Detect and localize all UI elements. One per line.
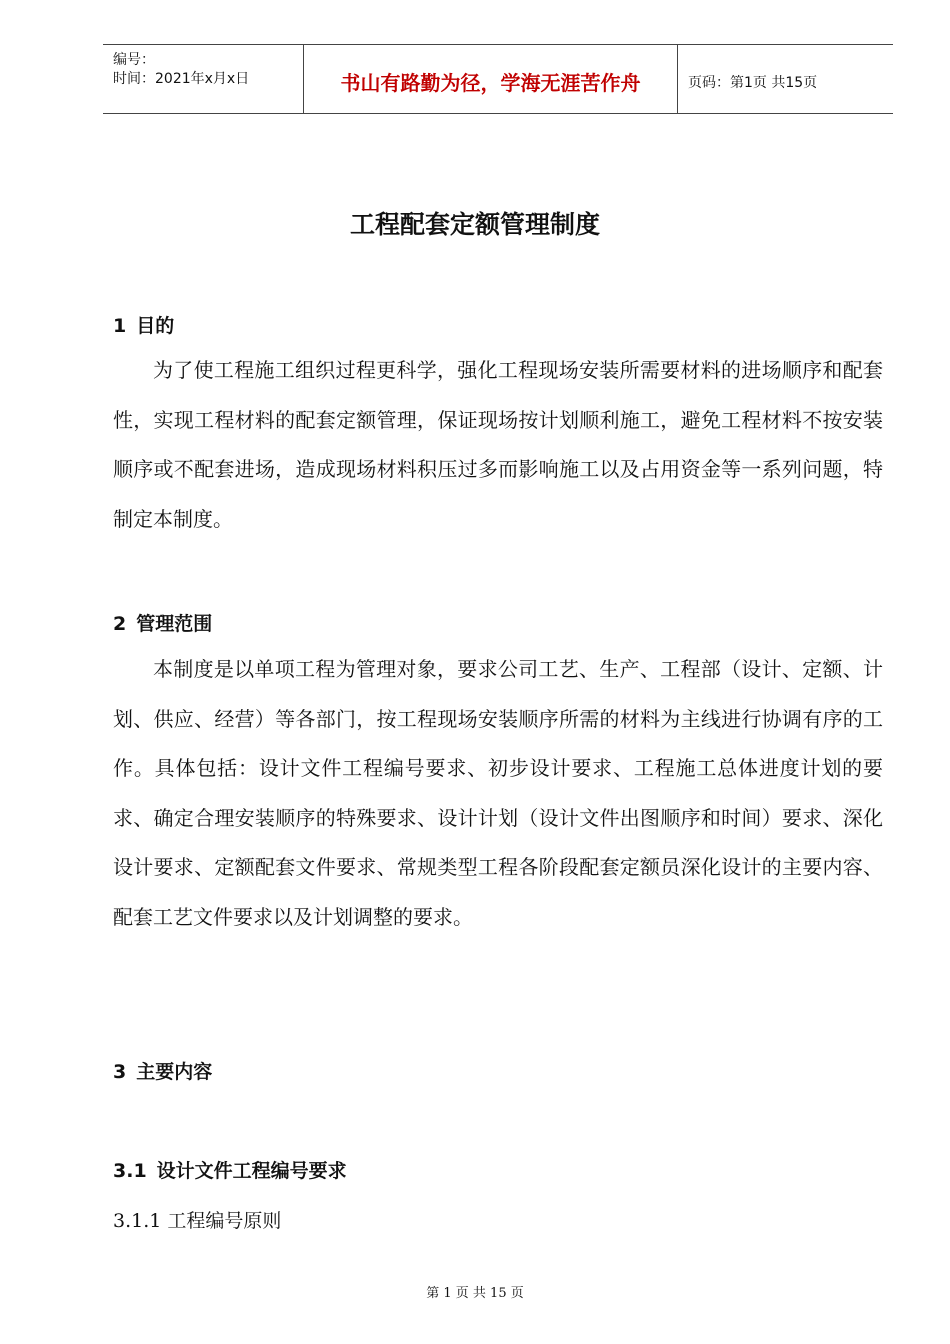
- section-number: 1: [113, 315, 127, 337]
- section-title: 目的: [136, 315, 175, 337]
- section-title: 设计文件工程编号要求: [156, 1160, 347, 1182]
- header-page-cell: [678, 45, 893, 113]
- section-paragraph-2: 本制度是以单项工程为管理对象，要求公司工艺、生产、工程部（设计、定额、计划、供应、经营）等各部门，按工程现场安装顺序所需的材料为主线进行协调有序的工作。具体包括：设计文件工程编号要求、初步设计要求、工程施工总体进度计划的要求、确定合理安装顺序的特殊要求、设计计划（设计文件出图顺序和时间）要求、深化设计要求、定额配套文件要求、常规类型工程各阶段配套定额员深化设计的主要内容、配套工艺文件要求以及计划调整的要求。: [113, 657, 883, 929]
- page-footer: 第 1 页 共 15 页: [426, 1286, 524, 1301]
- header-motto: 书山有路勤为径，学海无涯苦作舟: [340, 71, 641, 95]
- section-heading-2: [113, 609, 212, 636]
- section-number: 3.1: [113, 1160, 147, 1182]
- document-date: 时间：2021年x月x日: [113, 71, 250, 87]
- section-title: 管理范围: [136, 613, 213, 635]
- section-heading-3-1: [113, 1156, 347, 1183]
- header-meta-cell: [103, 45, 304, 113]
- section-number: 3: [113, 1061, 127, 1083]
- section-heading-1: [113, 311, 174, 338]
- document-number-label: 编号：: [113, 52, 155, 68]
- header-motto-cell: [304, 45, 678, 113]
- section-heading-3: [113, 1057, 212, 1084]
- document-title: 工程配套定额管理制度: [349, 210, 600, 239]
- section-title: 主要内容: [136, 1061, 213, 1083]
- subsection-heading-3-1-1: 3.1.1 工程编号原则: [113, 1210, 282, 1232]
- section-number: 2: [113, 613, 127, 635]
- document-header: [103, 44, 893, 114]
- header-page-info: 页码：第1页 共15页: [688, 75, 818, 91]
- section-paragraph-1: 为了使工程施工组织过程更科学，强化工程现场安装所需要材料的进场顺序和配套性，实现工程材料的配套定额管理，保证现场按计划顺利施工，避免工程材料不按安装顺序或不配套进场，造成现场材料积压过多而影响施工以及占用资金等一系列问题，特制定本制度。: [113, 358, 883, 531]
